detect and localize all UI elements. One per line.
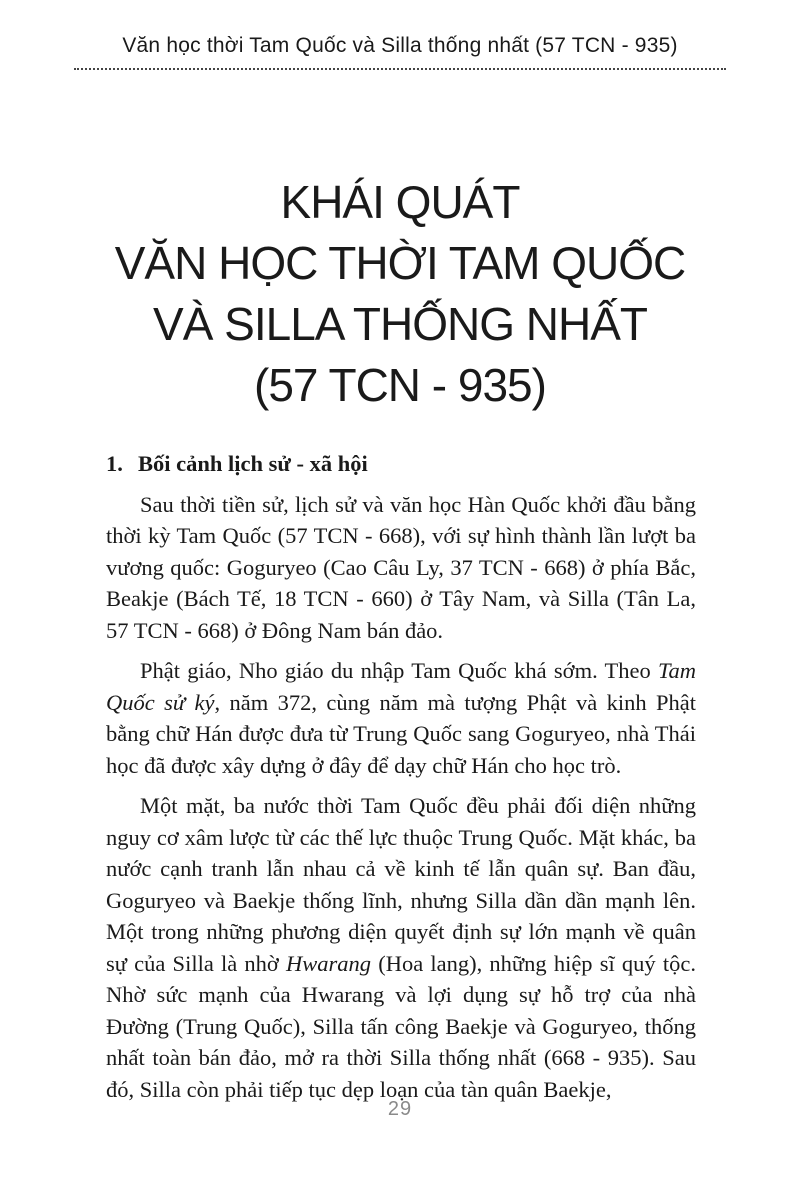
header-divider [74, 68, 726, 70]
chapter-title-line-2: VĂN HỌC THỜI TAM QUỐC [114, 237, 686, 289]
chapter-title-line-1: KHÁI QUÁT [280, 176, 520, 228]
section-heading-text: Bối cảnh lịch sử - xã hội [138, 451, 368, 476]
paragraph-2-text-b: , năm 372, cùng năm mà tượng Phật và kinh Phật bằng chữ Hán được đưa từ Trung Quốc sang Goguryeo, nhà Thái học đã được xây dựng ở đây để dạy chữ Hán cho học trò. [106, 689, 696, 778]
hwarang-italic: Hwarang [286, 950, 372, 976]
section-number: 1. [106, 451, 123, 476]
chapter-title-line-4: (57 TCN - 935) [254, 359, 546, 411]
body-text [106, 448, 696, 1114]
paragraph-2-text-a: Phật giáo, Nho giáo du nhập Tam Quốc khá sớm. Theo [140, 658, 659, 683]
paragraph-3 [106, 790, 696, 1105]
paragraph-1: Sau thời tiền sử, lịch sử và văn học Hàn Quốc khởi đầu bằng thời kỳ Tam Quốc (57 TCN - 668), với sự hình thành lần lượt ba vương quốc: Goguryeo (Cao Câu Ly, 37 TCN - 668) ở phía Bắc, Beakje (Bách Tế, 18 TCN - 660) ở Tây Nam, và Silla (Tân La, 57 TCN - 668) ở Đông Nam bán đảo. [106, 491, 696, 643]
chapter-title-line-3: VÀ SILLA THỐNG NHẤT [153, 298, 647, 350]
book-title-italic: Tam Quốc sử ký [106, 658, 696, 715]
chapter-title [60, 172, 740, 416]
paragraph-3-text-a: Một mặt, ba nước thời Tam Quốc đều phải đối diện những nguy cơ xâm lược từ các thế lực thuộc Trung Quốc. Mặt khác, ba nước cạnh tranh lẫn nhau cả về kinh tế lẫn quân sự. Ban đầu, Goguryeo và Baekje thống lĩnh, nhưng Silla dần dần mạnh lên. Một trong những phương diện quyết định sự lớn mạnh về quân sự của Silla là nhờ [106, 793, 696, 976]
paragraph-2 [106, 655, 696, 781]
page-number: 29 [387, 1098, 413, 1120]
running-head: Văn học thời Tam Quốc và Silla thống nhất (57 TCN - 935) [122, 34, 678, 57]
paragraph-3-text-b: (Hoa lang), những hiệp sĩ quý tộc. Nhờ sức mạnh của Hwarang và lợi dụng sự hỗ trợ của nhà Đường (Trung Quốc), Silla tấn công Baekje và Goguryeo, thống nhất toàn bán đảo, mở ra thời Silla thống nhất (668 - 935). Sau đó, Silla còn phải tiếp tục dẹp loạn của tàn quân Baekje, [106, 950, 696, 1102]
section-heading [106, 448, 696, 480]
